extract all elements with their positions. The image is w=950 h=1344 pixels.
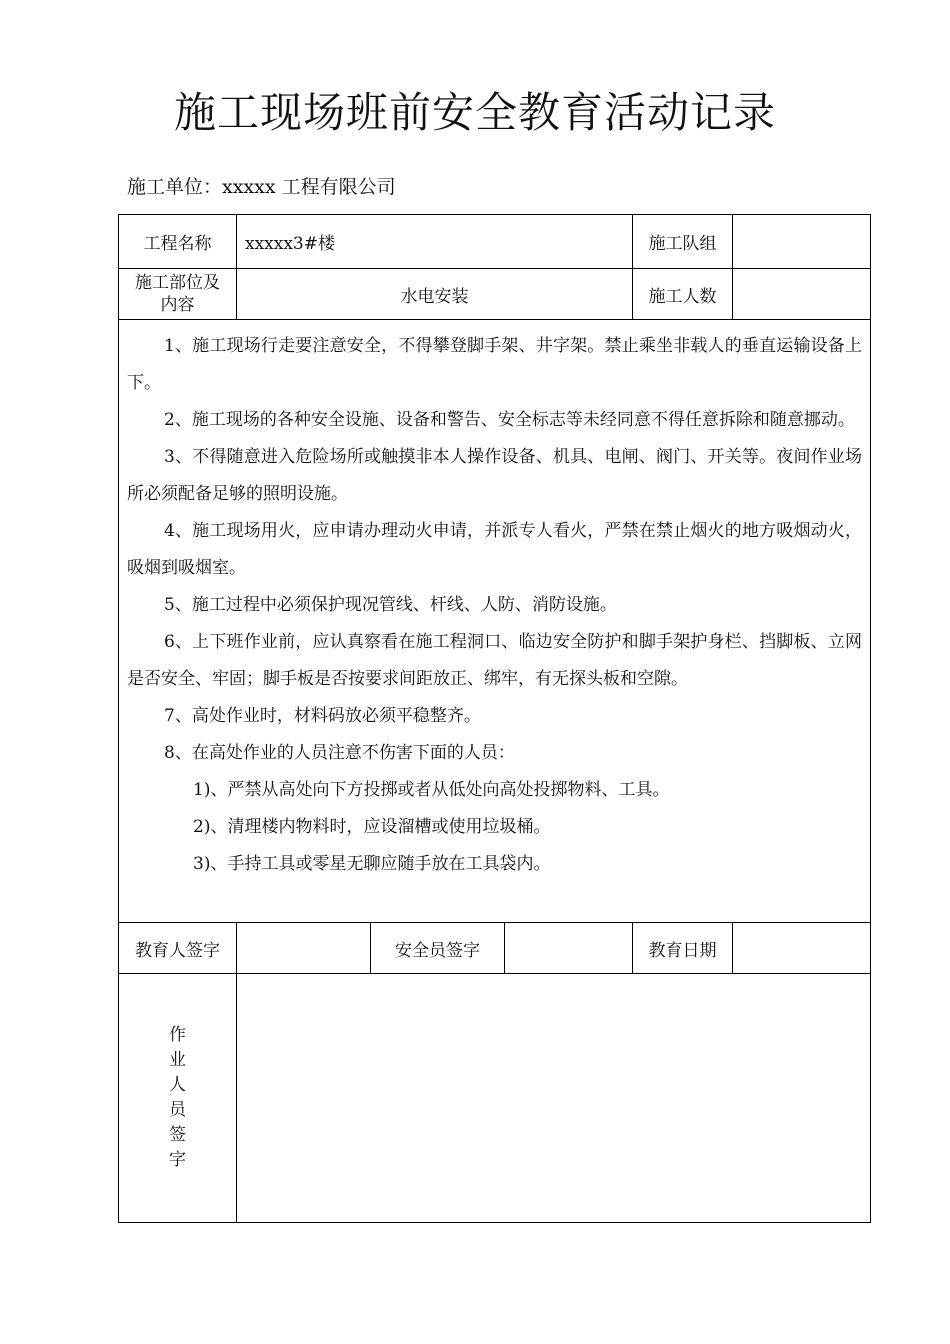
section-label-text: 施工部位及内容 <box>135 273 220 315</box>
construction-unit-label: 施工单位：xxxxx 工程有限公司 <box>127 176 396 198</box>
safety-officer-signature-label: 安全员签字 <box>371 923 505 974</box>
workers-signature-label <box>119 974 237 1223</box>
safety-education-form <box>118 214 871 1223</box>
rule-item: 8、在高处作业的人员注意不伤害下面的人员： <box>164 743 515 763</box>
rule-subitem: 2)、清理楼内物料时，应设溜槽或使用垃圾桶。 <box>193 817 551 837</box>
safety-rules-content <box>119 320 871 923</box>
educator-signature-label: 教育人签字 <box>119 923 237 974</box>
rule-subitem: 1)、严禁从高处向下方投掷或者从低处向高处投掷物料、工具。 <box>193 780 670 800</box>
education-date-label: 教育日期 <box>633 923 733 974</box>
project-name-label: 工程名称 <box>119 215 237 269</box>
education-date-field[interactable] <box>733 923 871 974</box>
headcount-value[interactable] <box>733 269 871 320</box>
rule-item: 6、上下班作业前，应认真察看在施工程洞口、临边安全防护和脚手架护身栏、挡脚板、立网是否安全、牢固；脚手板是否按要求间距放正、绑牢，有无探头板和空隙。 <box>127 632 862 689</box>
rule-item: 3、不得随意进入危险场所或触摸非本人操作设备、机具、电闸、阀门、开关等。夜间作业场所必须配备足够的照明设施。 <box>127 447 862 504</box>
headcount-label: 施工人数 <box>633 269 733 320</box>
educator-signature-field[interactable] <box>237 923 371 974</box>
rule-item: 2、施工现场的各种安全设施、设备和警告、安全标志等未经同意不得任意拆除和随意挪动。 <box>164 410 855 430</box>
section-value[interactable]: 水电安装 <box>237 269 633 320</box>
rule-subitem: 3)、手持工具或零星无聊应随手放在工具袋内。 <box>193 854 551 874</box>
rule-item: 1、施工现场行走要注意安全，不得攀登脚手架、井字架。禁止乘坐非载人的垂直运输设备上下。 <box>127 336 862 393</box>
workers-signature-label-text: 作业人员签字 <box>169 1025 186 1170</box>
project-name-value[interactable]: xxxxx3#楼 <box>237 215 633 269</box>
rule-item: 4、施工现场用火，应申请办理动火申请，并派专人看火，严禁在禁止烟火的地方吸烟动火，吸烟到吸烟室。 <box>127 521 862 578</box>
workers-signature-area[interactable] <box>237 974 871 1223</box>
team-value[interactable] <box>733 215 871 269</box>
team-label: 施工队组 <box>633 215 733 269</box>
safety-officer-signature-field[interactable] <box>505 923 633 974</box>
rule-item: 5、施工过程中必须保护现况管线、杆线、人防、消防设施。 <box>164 595 617 615</box>
rule-item: 7、高处作业时，材料码放必须平稳整齐。 <box>164 706 481 726</box>
document-title: 施工现场班前安全教育活动记录 <box>173 88 776 137</box>
section-label <box>119 269 237 320</box>
